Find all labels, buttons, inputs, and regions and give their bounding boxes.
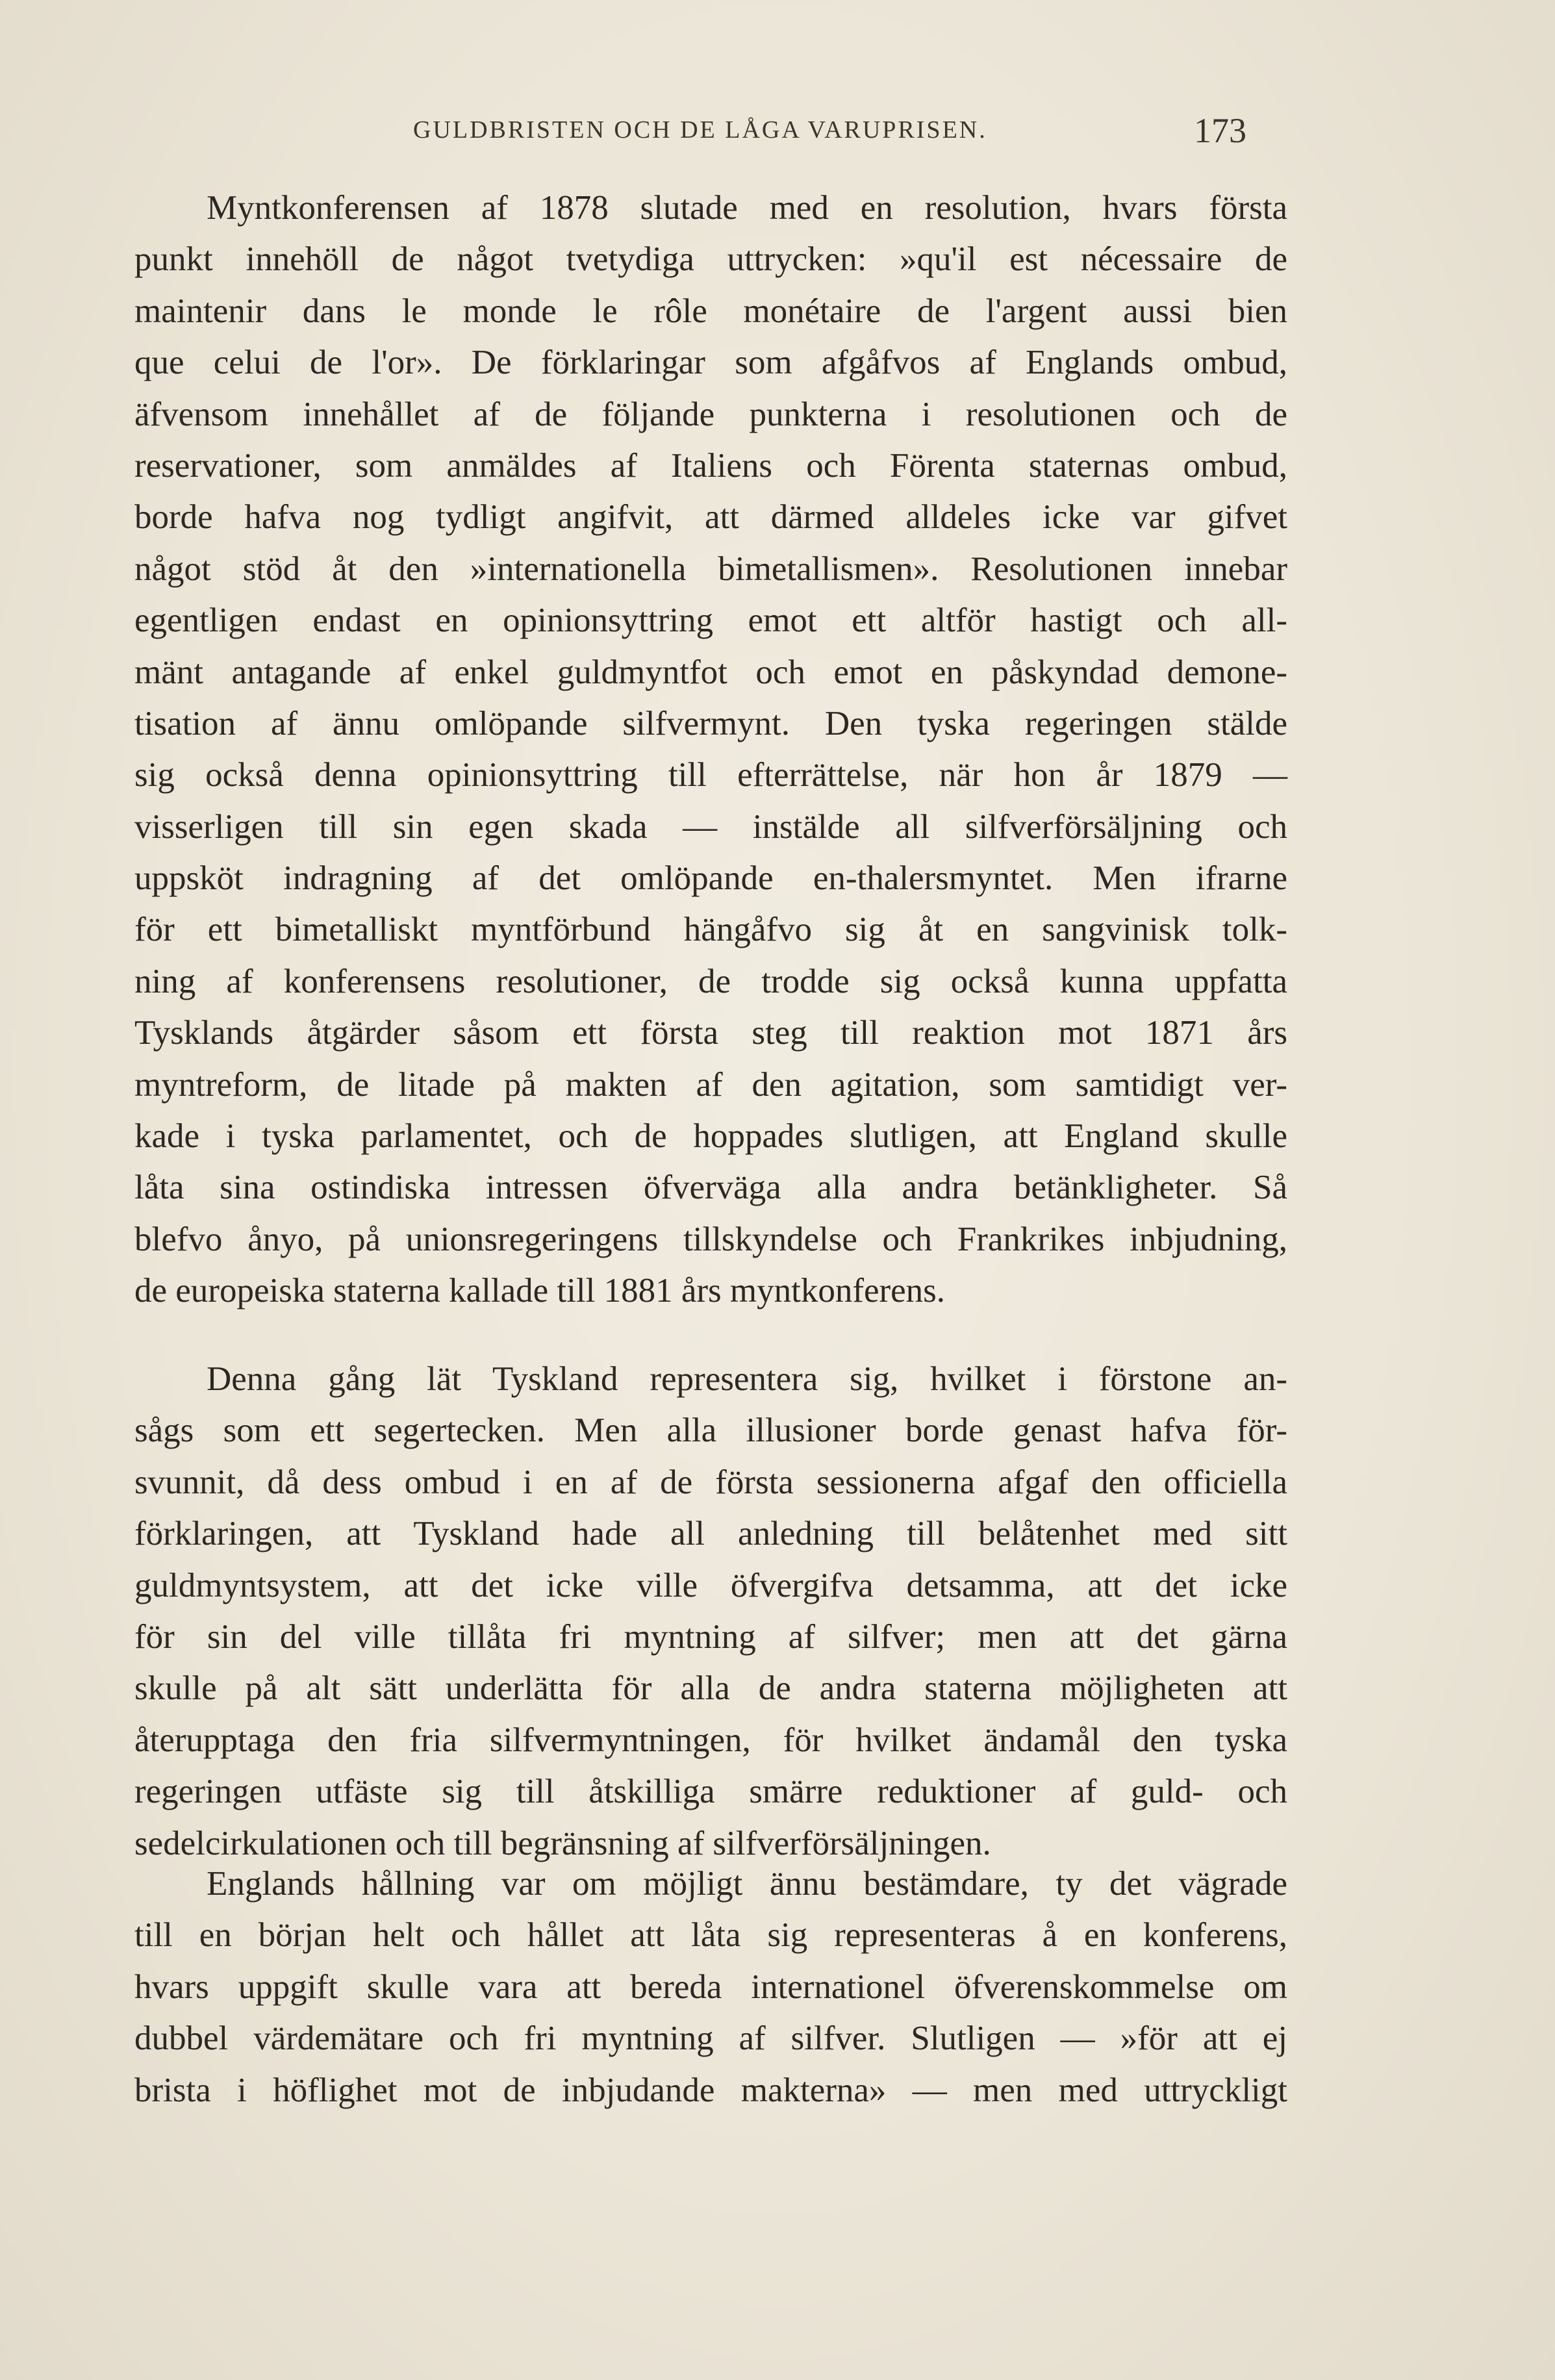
text-line: hvars uppgift skulle vara att bereda internationel öfverenskommelse om [134,1968,1287,2006]
text-line: kade i tyska parlamentet, och de hoppades slutligen, att England skulle [134,1117,1287,1156]
text-line: Tysklands åtgärder såsom ett första steg till reaktion mot 1871 års [134,1014,1287,1052]
text-line: brista i höflighet mot de inbjudande makterna» — men med uttryckligt [134,2071,1287,2109]
text-line: till en början helt och hållet att låta sig representeras å en konferens, [134,1916,1287,1955]
text-line: förklaringen, att Tyskland hade all anledning till belåtenhet med sitt [134,1515,1287,1553]
text-line: guldmyntsystem, att det icke ville öfvergifva detsamma, att det icke [134,1566,1287,1604]
text-line: äfvensom innehållet af de följande punkterna i resolutionen och de [134,395,1287,433]
running-head: GULDBRISTEN OCH DE LÅGA VARUPRISEN. [413,116,987,144]
text-line: sig också denna opinionsyttring till efterrättelse, när hon år 1879 — [134,756,1287,794]
text-line: que celui de l'or». De förklaringar som afgåfvos af Englands ombud, [134,344,1287,382]
paragraph-2 [134,1354,1287,1869]
text-line: återupptaga den fria silfvermyntningen, för hvilket ändamål den tyska [134,1721,1287,1759]
text-line: reservationer, som anmäldes af Italiens och Förenta staternas ombud, [134,446,1287,485]
text-line: ning af konferensens resolutioner, de trodde sig också kunna uppfatta [134,962,1287,1000]
text-line: tisation af ännu omlöpande silfvermynt. Den tyska regeringen stälde [134,704,1287,742]
text-line: uppsköt indragning af det omlöpande en-thalersmyntet. Men ifrarne [134,859,1287,898]
text-line: mänt antagande af enkel guldmyntfot och emot en påskyndad demone- [134,653,1287,691]
text-line: Myntkonferensen af 1878 slutade med en resolution, hvars första [207,189,1287,227]
text-line: visserligen till sin egen skada — instälde all silfverförsäljning och [134,807,1287,846]
text-line: myntreform, de litade på makten af den agitation, som samtidigt ver- [134,1065,1287,1104]
text-line: regeringen utfäste sig till åtskilliga smärre reduktioner af guld- och [134,1773,1287,1811]
text-line: för ett bimetalliskt myntförbund hängåfvo sig åt en sangvinisk tolk- [134,911,1287,949]
text-line: sedelcirkulationen och till begränsning af silfverförsäljningen. [134,1824,991,1862]
text-line: skulle på alt sätt underlätta för alla de andra staterna möjligheten att [134,1669,1287,1708]
text-line: något stöd åt den »internationella bimetallismen». Resolutionen innebar [134,550,1287,588]
text-line: sågs som ett segertecken. Men alla illusioner borde genast hafva för- [134,1412,1287,1450]
text-line: maintenir dans le monde le rôle monétaire de l'argent aussi bien [134,292,1287,330]
text-line: för sin del ville tillåta fri myntning af silfver; men att det gärna [134,1617,1287,1656]
text-line: dubbel värdemätare och fri myntning af silfver. Slutligen — »för att ej [134,2019,1287,2058]
text-line: Englands hållning var om möjligt ännu bestämdare, ty det vägrade [207,1865,1287,1903]
text-line: låta sina ostindiska intressen öfverväga alla andra betänkligheter. Så [134,1169,1287,1207]
paragraph-3 [134,1858,1287,2116]
text-line: egentligen endast en opinionsyttring emot ett altför hastigt och all- [134,601,1287,640]
text-line: blefvo ånyo, på unionsregeringens tillskyndelse och Frankrikes inbjudning, [134,1220,1287,1258]
paragraph-1 [134,183,1287,1317]
text-line: borde hafva nog tydligt angifvit, att därmed alldeles icke var gifvet [134,498,1287,537]
text-line: svunnit, då dess ombud i en af de första sessionerna afgaf den officiella [134,1463,1287,1501]
text-line: Denna gång lät Tyskland representera sig, hvilket i förstone an- [207,1360,1287,1398]
page-number: 173 [1194,111,1246,150]
text-line: punkt innehöll de något tvetydiga uttrycken: »qu'il est nécessaire de [134,240,1287,279]
text-line: de europeiska staterna kallade till 1881 års myntkonferens. [134,1272,946,1310]
